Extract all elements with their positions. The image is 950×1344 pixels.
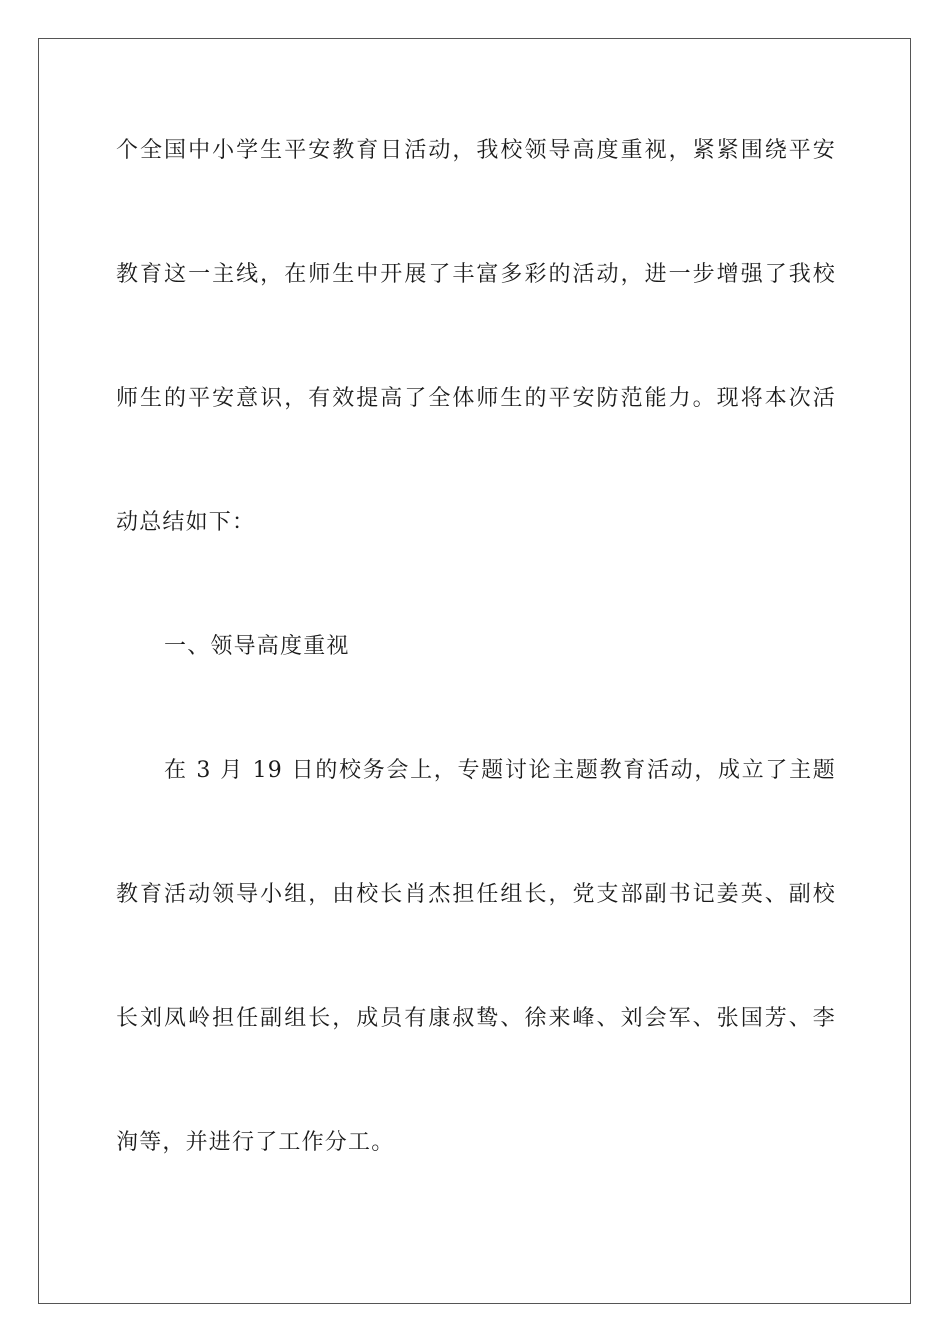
paragraph-line: 动总结如下： [116, 510, 256, 535]
paragraph-line: 教育这一主线，在师生中开展了丰富多彩的活动，进一步增强了我校 [116, 262, 836, 287]
paragraph-line: 教育活动领导小组，由校长肖杰担任组长，党支部副书记姜英、副校 [116, 882, 836, 907]
paragraph-line: 长刘凤岭担任副组长，成员有康叔鸷、徐来峰、刘会军、张国芳、李 [116, 1006, 836, 1031]
paragraph-line: 在 3 月 19 日的校务会上，专题讨论主题教育活动，成立了主题 [164, 758, 836, 783]
paragraph-line: 个全国中小学生平安教育日活动，我校领导高度重视，紧紧围绕平安 [116, 138, 836, 163]
section-heading: 一、领导高度重视 [164, 634, 350, 659]
page-border [38, 38, 911, 1304]
paragraph-line: 洵等，并进行了工作分工。 [116, 1130, 395, 1155]
paragraph-line: 师生的平安意识，有效提高了全体师生的平安防范能力。现将本次活 [116, 386, 836, 411]
